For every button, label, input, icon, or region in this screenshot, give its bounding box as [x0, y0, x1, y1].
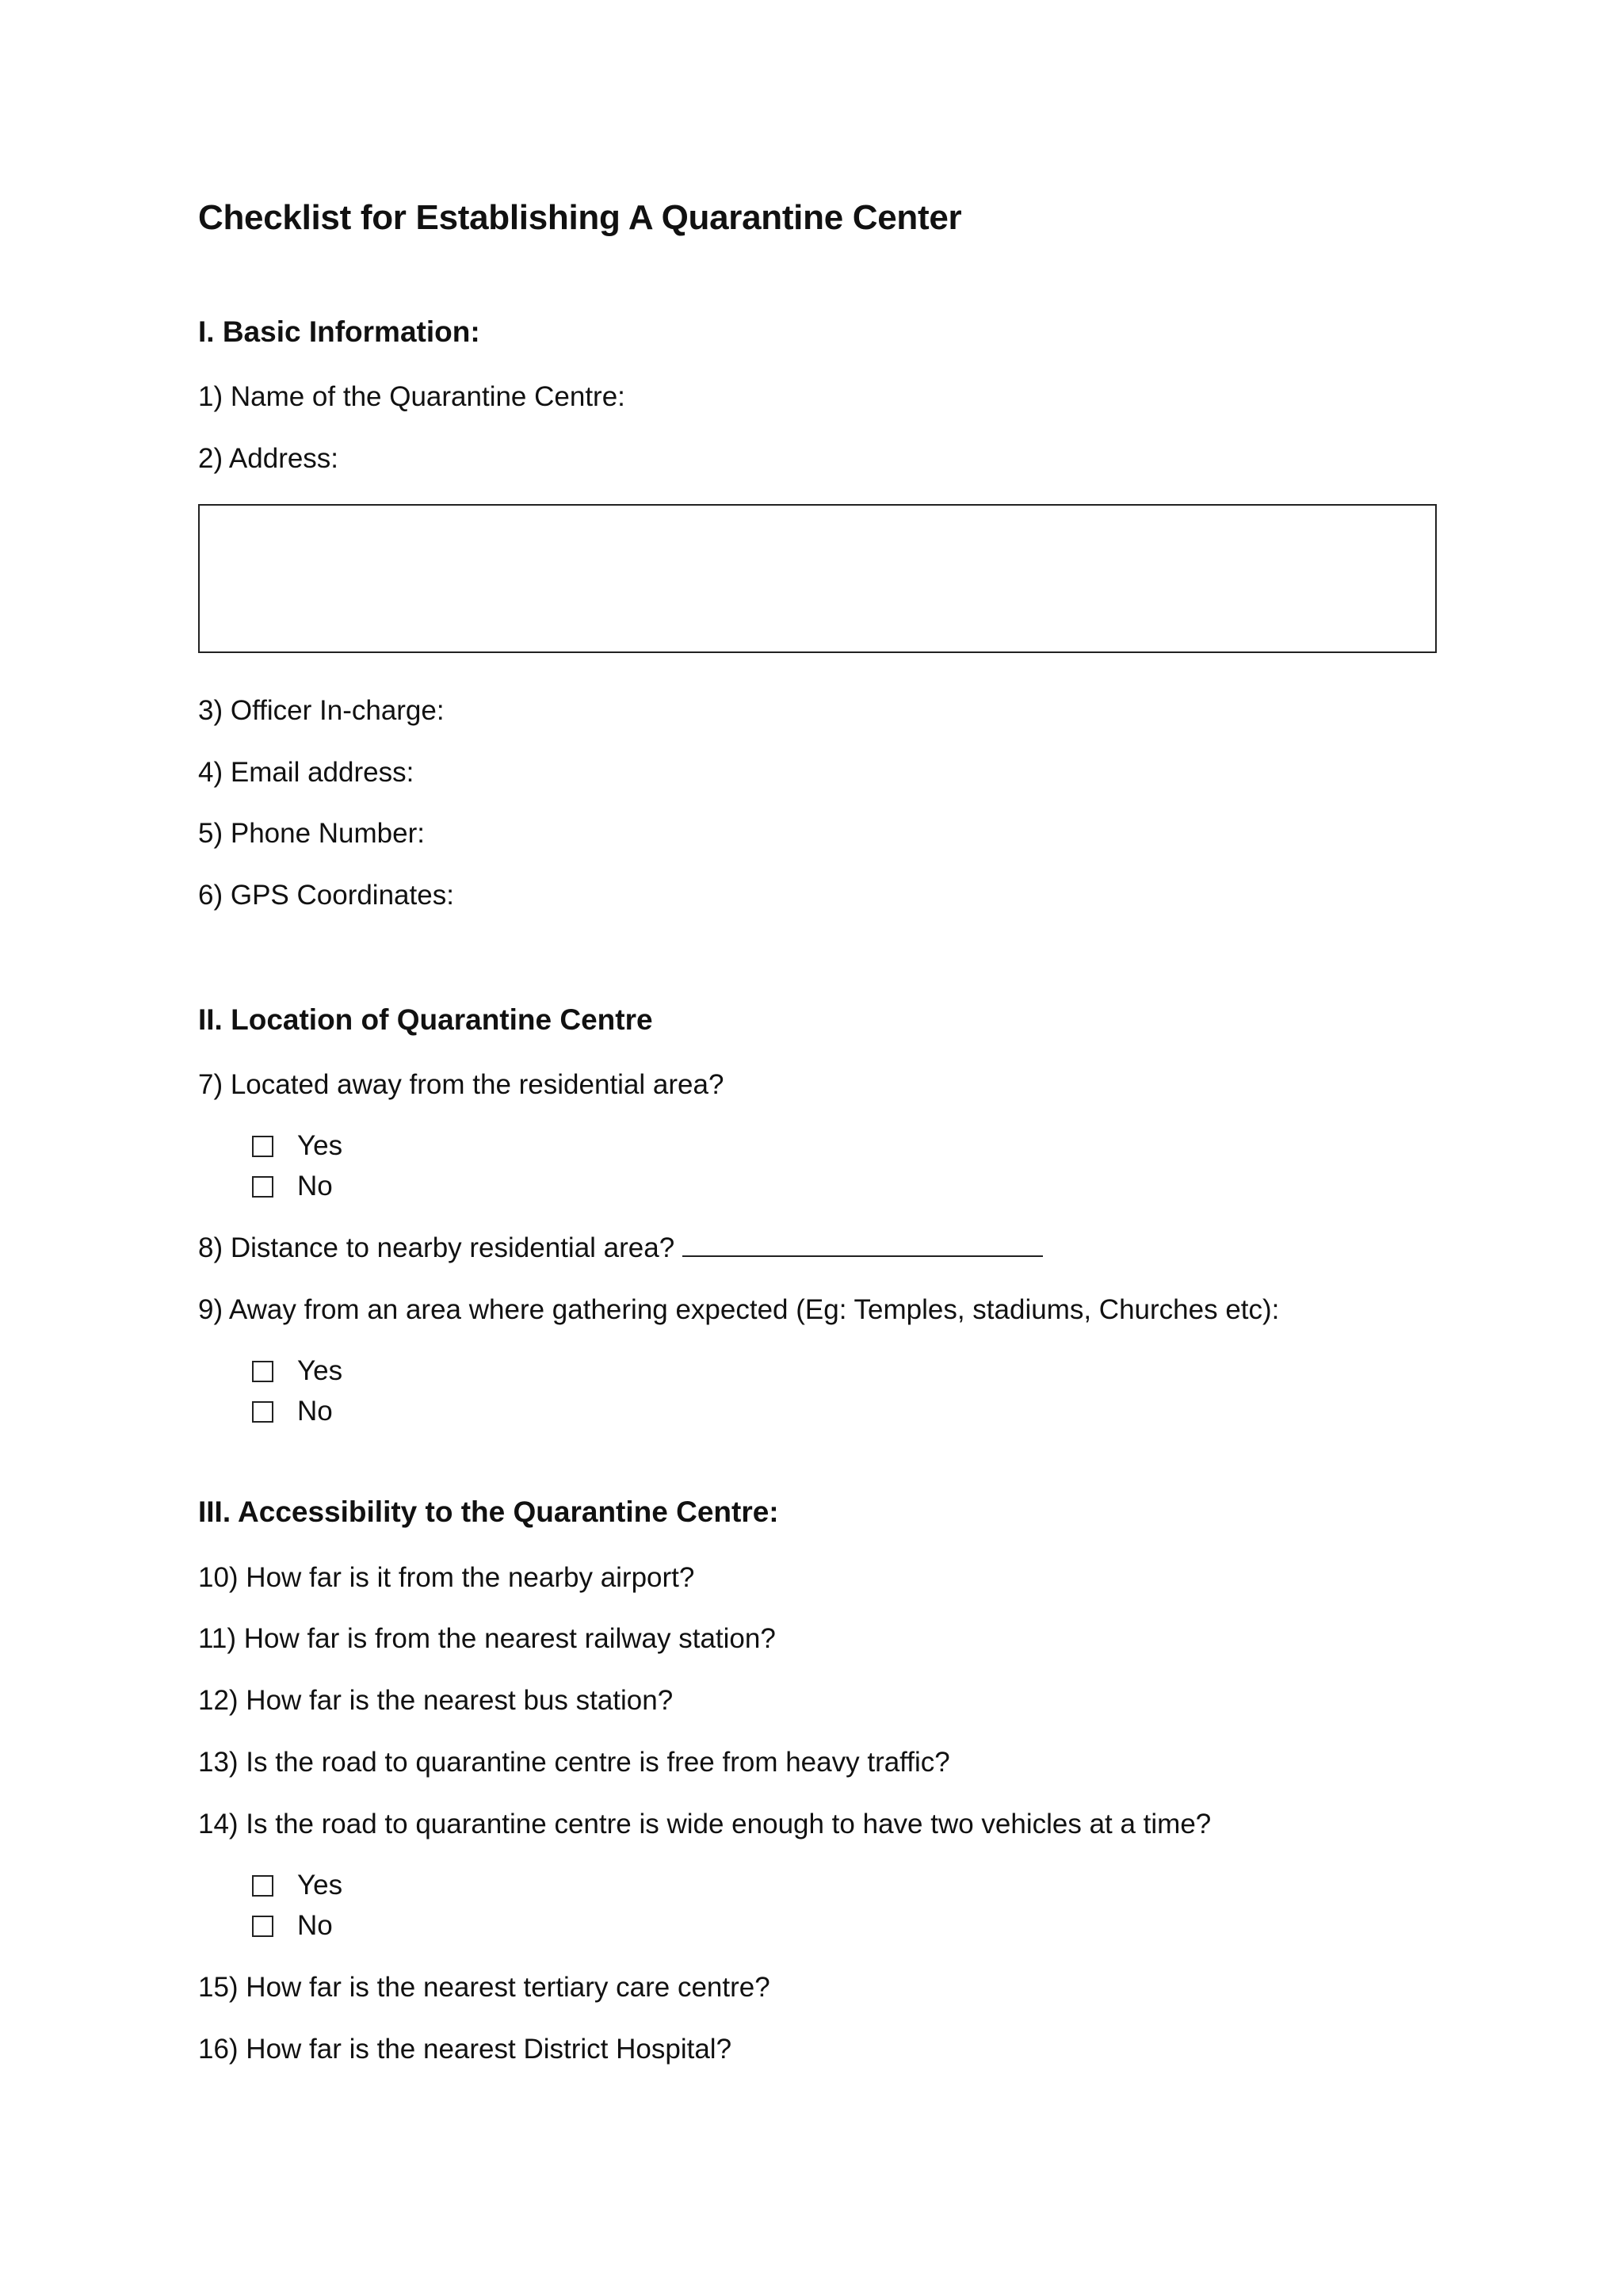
option-label: No	[297, 1396, 333, 1427]
question-4-email: 4) Email address:	[198, 757, 414, 788]
question-9-gathering: 9) Away from an area where gathering expected (Eg: Temples, stadiums, Churches etc):	[198, 1294, 1280, 1325]
question-8-label: 8) Distance to nearby residential area?	[198, 1232, 675, 1263]
question-3-officer: 3) Officer In-charge:	[198, 695, 445, 726]
q9-option-yes[interactable]	[252, 1355, 342, 1387]
address-input-box[interactable]	[198, 504, 1437, 653]
section-accessibility-heading: III. Accessibility to the Quarantine Centre:	[198, 1496, 779, 1528]
section-location-heading: II. Location of Quarantine Centre	[198, 1003, 653, 1036]
q9-option-no[interactable]	[252, 1396, 333, 1427]
q14-option-no[interactable]	[252, 1910, 333, 1942]
question-10-airport: 10) How far is it from the nearby airport?	[198, 1562, 695, 1593]
option-label: Yes	[297, 1870, 343, 1901]
distance-input-line[interactable]	[682, 1233, 1043, 1257]
checkbox-icon[interactable]	[252, 1136, 273, 1157]
question-1-name: 1) Name of the Quarantine Centre:	[198, 381, 625, 412]
question-14-road-width: 14) Is the road to quarantine centre is wide enough to have two vehicles at a time?	[198, 1809, 1212, 1839]
question-11-railway: 11) How far is from the nearest railway station?	[198, 1623, 776, 1654]
page-title: Checklist for Establishing A Quarantine Center	[198, 198, 962, 237]
question-16-district-hospital: 16) How far is the nearest District Hospital?	[198, 2034, 732, 2065]
question-7-residential: 7) Located away from the residential area?	[198, 1069, 724, 1100]
checkbox-icon[interactable]	[252, 1916, 273, 1937]
question-13-traffic: 13) Is the road to quarantine centre is free from heavy traffic?	[198, 1747, 950, 1778]
checkbox-icon[interactable]	[252, 1361, 273, 1382]
question-2-address: 2) Address:	[198, 443, 339, 474]
option-label: Yes	[297, 1355, 343, 1386]
question-15-tertiary-care: 15) How far is the nearest tertiary care centre?	[198, 1972, 770, 2003]
q14-option-yes[interactable]	[252, 1870, 342, 1901]
q7-option-no[interactable]	[252, 1171, 333, 1202]
checkbox-icon[interactable]	[252, 1875, 273, 1897]
question-6-gps: 6) GPS Coordinates:	[198, 880, 454, 911]
question-12-bus: 12) How far is the nearest bus station?	[198, 1685, 674, 1716]
checkbox-icon[interactable]	[252, 1401, 273, 1423]
section-basic-information-heading: I. Basic Information:	[198, 315, 480, 348]
q7-option-yes[interactable]	[252, 1130, 342, 1162]
option-label: Yes	[297, 1130, 343, 1161]
checkbox-icon[interactable]	[252, 1176, 273, 1198]
option-label: No	[297, 1910, 333, 1941]
question-8-distance	[198, 1232, 1043, 1264]
option-label: No	[297, 1171, 333, 1201]
question-5-phone: 5) Phone Number:	[198, 818, 425, 849]
